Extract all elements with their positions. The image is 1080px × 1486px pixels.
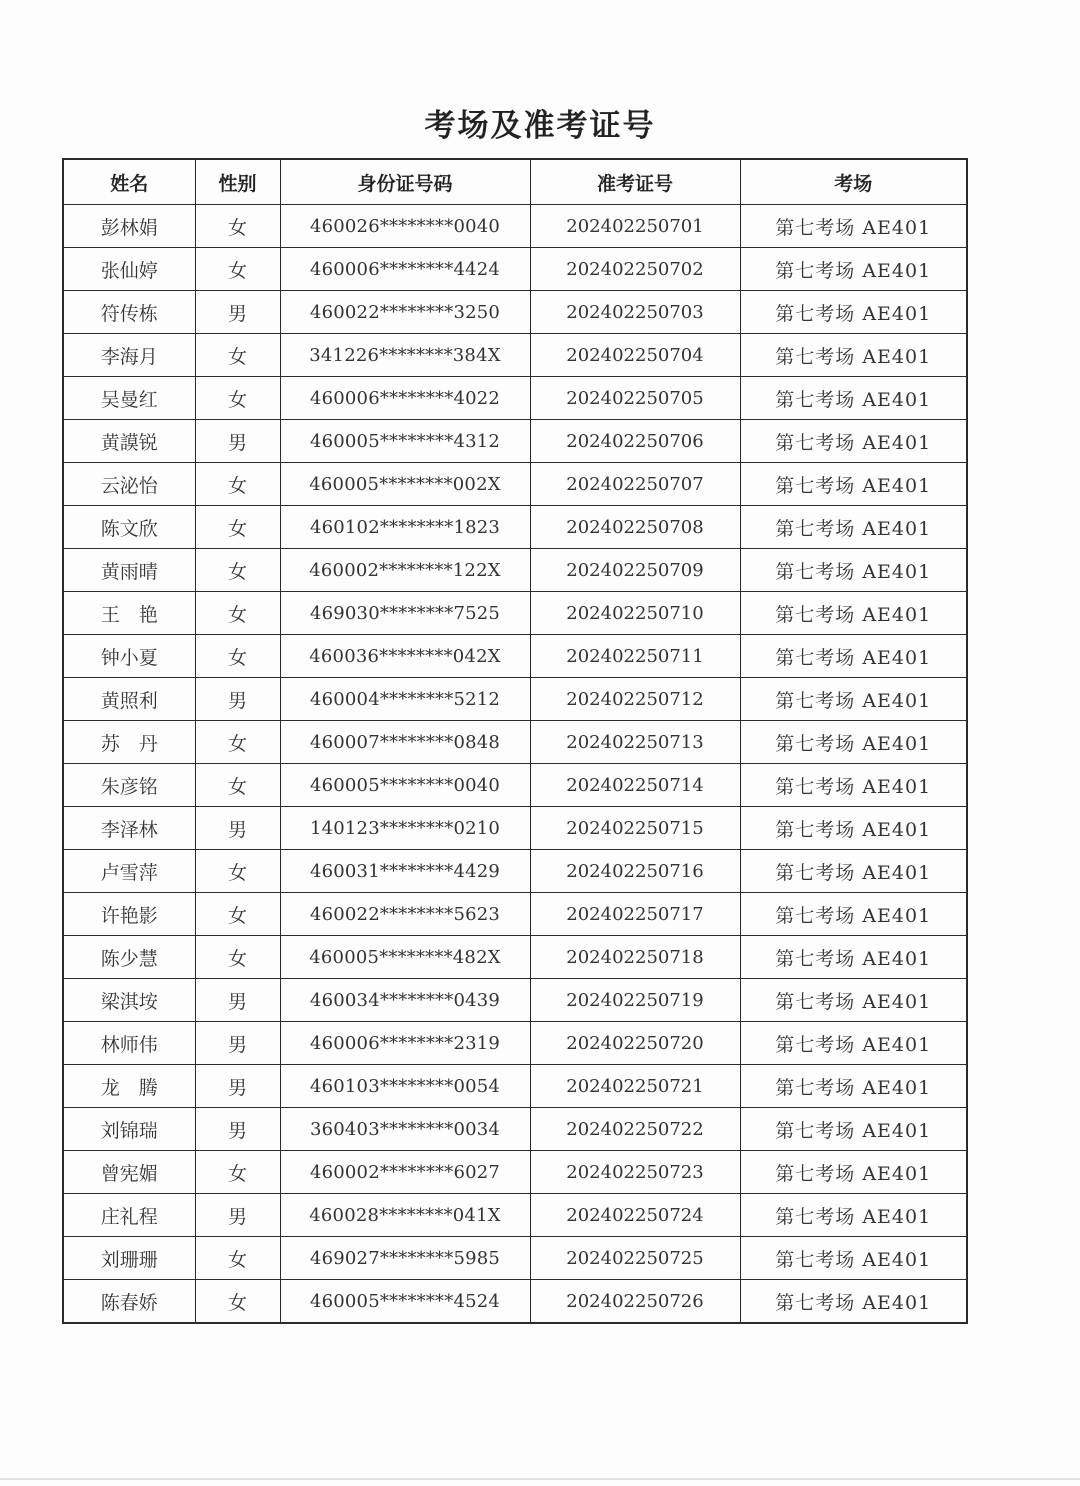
table-row: [63, 248, 967, 291]
cell-name: 黄雨晴: [63, 549, 195, 592]
cell-name: 朱彦铭: [63, 764, 195, 807]
table-row: [63, 506, 967, 549]
cell-gender: 男: [195, 678, 280, 721]
cell-name: 黄謨锐: [63, 420, 195, 463]
cell-gender: 女: [195, 635, 280, 678]
cell-gender: 男: [195, 807, 280, 850]
table-row: [63, 979, 967, 1022]
cell-id: 460036********042X: [280, 635, 530, 678]
table-row: [63, 635, 967, 678]
table-row: [63, 1151, 967, 1194]
cell-room: 第七考场 AE401: [740, 506, 967, 549]
column-header-name: 姓名: [63, 159, 195, 205]
cell-ticket: 202402250701: [530, 205, 740, 248]
cell-id: 460006********2319: [280, 1022, 530, 1065]
cell-gender: 女: [195, 506, 280, 549]
cell-gender: 男: [195, 1065, 280, 1108]
cell-id: 460002********6027: [280, 1151, 530, 1194]
cell-room: 第七考场 AE401: [740, 807, 967, 850]
cell-room: 第七考场 AE401: [740, 549, 967, 592]
table-body: [63, 205, 967, 1324]
cell-gender: 女: [195, 893, 280, 936]
cell-name: 钟小夏: [63, 635, 195, 678]
page-title: 考场及准考证号: [424, 108, 656, 144]
cell-gender: 女: [195, 592, 280, 635]
cell-gender: 男: [195, 291, 280, 334]
cell-room: 第七考场 AE401: [740, 1022, 967, 1065]
cell-id: 469030********7525: [280, 592, 530, 635]
cell-name: 符传栋: [63, 291, 195, 334]
cell-name: 庄礼程: [63, 1194, 195, 1237]
cell-name: 黄照利: [63, 678, 195, 721]
cell-name: 李海月: [63, 334, 195, 377]
cell-ticket: 202402250715: [530, 807, 740, 850]
cell-name: 林师伟: [63, 1022, 195, 1065]
cell-ticket: 202402250702: [530, 248, 740, 291]
cell-name: 刘锦瑞: [63, 1108, 195, 1151]
table-row: [63, 291, 967, 334]
cell-ticket: 202402250708: [530, 506, 740, 549]
table-row: [63, 420, 967, 463]
cell-id: 460102********1823: [280, 506, 530, 549]
cell-id: 341226********384X: [280, 334, 530, 377]
table-row: [63, 1194, 967, 1237]
cell-ticket: 202402250726: [530, 1280, 740, 1324]
cell-ticket: 202402250718: [530, 936, 740, 979]
cell-name: 李泽林: [63, 807, 195, 850]
table-row: [63, 1065, 967, 1108]
cell-ticket: 202402250714: [530, 764, 740, 807]
table-row: [63, 807, 967, 850]
cell-gender: 女: [195, 1280, 280, 1324]
cell-name: 许艳影: [63, 893, 195, 936]
exam-table: [62, 158, 968, 1324]
column-header-exam-room: 考场: [740, 159, 967, 205]
cell-name: 卢雪萍: [63, 850, 195, 893]
cell-room: 第七考场 AE401: [740, 1065, 967, 1108]
cell-gender: 女: [195, 721, 280, 764]
cell-id: 460005********0040: [280, 764, 530, 807]
cell-id: 460005********4312: [280, 420, 530, 463]
cell-room: 第七考场 AE401: [740, 377, 967, 420]
table-row: [63, 678, 967, 721]
cell-room: 第七考场 AE401: [740, 1151, 967, 1194]
cell-room: 第七考场 AE401: [740, 205, 967, 248]
cell-gender: 男: [195, 1108, 280, 1151]
table-row: [63, 1237, 967, 1280]
cell-room: 第七考场 AE401: [740, 248, 967, 291]
column-header-gender: 性别: [195, 159, 280, 205]
scan-edge-line: [0, 1478, 1080, 1480]
cell-ticket: 202402250719: [530, 979, 740, 1022]
cell-gender: 男: [195, 979, 280, 1022]
cell-room: 第七考场 AE401: [740, 463, 967, 506]
cell-id: 460006********4424: [280, 248, 530, 291]
column-header-ticket-number: 准考证号: [530, 159, 740, 205]
cell-id: 460007********0848: [280, 721, 530, 764]
cell-room: 第七考场 AE401: [740, 678, 967, 721]
cell-room: 第七考场 AE401: [740, 936, 967, 979]
column-header-id-number: 身份证号码: [280, 159, 530, 205]
table-row: [63, 592, 967, 635]
table-row: [63, 1280, 967, 1324]
cell-name: 曾宪媚: [63, 1151, 195, 1194]
cell-ticket: 202402250720: [530, 1022, 740, 1065]
cell-gender: 女: [195, 248, 280, 291]
cell-name: 吴曼红: [63, 377, 195, 420]
cell-id: 469027********5985: [280, 1237, 530, 1280]
cell-id: 460034********0439: [280, 979, 530, 1022]
cell-ticket: 202402250704: [530, 334, 740, 377]
cell-ticket: 202402250703: [530, 291, 740, 334]
cell-gender: 男: [195, 1194, 280, 1237]
cell-gender: 女: [195, 334, 280, 377]
cell-ticket: 202402250716: [530, 850, 740, 893]
cell-ticket: 202402250722: [530, 1108, 740, 1151]
cell-room: 第七考场 AE401: [740, 1237, 967, 1280]
cell-name: 刘珊珊: [63, 1237, 195, 1280]
cell-name: 彭林娟: [63, 205, 195, 248]
table-row: [63, 334, 967, 377]
cell-room: 第七考场 AE401: [740, 1194, 967, 1237]
table-header-row: [63, 159, 967, 205]
cell-ticket: 202402250724: [530, 1194, 740, 1237]
cell-ticket: 202402250717: [530, 893, 740, 936]
cell-room: 第七考场 AE401: [740, 592, 967, 635]
cell-id: 460006********4022: [280, 377, 530, 420]
table-row: [63, 205, 967, 248]
cell-gender: 女: [195, 764, 280, 807]
cell-id: 460031********4429: [280, 850, 530, 893]
cell-ticket: 202402250721: [530, 1065, 740, 1108]
cell-ticket: 202402250707: [530, 463, 740, 506]
cell-gender: 女: [195, 377, 280, 420]
cell-name: 龙 腾: [63, 1065, 195, 1108]
cell-gender: 男: [195, 420, 280, 463]
cell-id: 460004********5212: [280, 678, 530, 721]
cell-room: 第七考场 AE401: [740, 291, 967, 334]
cell-gender: 女: [195, 463, 280, 506]
cell-room: 第七考场 AE401: [740, 893, 967, 936]
cell-gender: 女: [195, 549, 280, 592]
cell-ticket: 202402250705: [530, 377, 740, 420]
cell-id: 460005********482X: [280, 936, 530, 979]
cell-gender: 女: [195, 1237, 280, 1280]
table-row: [63, 893, 967, 936]
cell-ticket: 202402250710: [530, 592, 740, 635]
cell-gender: 女: [195, 936, 280, 979]
cell-ticket: 202402250723: [530, 1151, 740, 1194]
cell-name: 苏 丹: [63, 721, 195, 764]
cell-id: 460028********041X: [280, 1194, 530, 1237]
table-row: [63, 463, 967, 506]
cell-gender: 女: [195, 1151, 280, 1194]
cell-ticket: 202402250706: [530, 420, 740, 463]
table-row: [63, 1022, 967, 1065]
table-row: [63, 377, 967, 420]
cell-room: 第七考场 AE401: [740, 1108, 967, 1151]
cell-room: 第七考场 AE401: [740, 420, 967, 463]
cell-name: 梁淇垵: [63, 979, 195, 1022]
cell-name: 陈春娇: [63, 1280, 195, 1324]
cell-room: 第七考场 AE401: [740, 334, 967, 377]
cell-room: 第七考场 AE401: [740, 635, 967, 678]
cell-name: 陈文欣: [63, 506, 195, 549]
table-row: [63, 721, 967, 764]
cell-name: 云泌怡: [63, 463, 195, 506]
cell-ticket: 202402250711: [530, 635, 740, 678]
cell-gender: 女: [195, 850, 280, 893]
cell-id: 460002********122X: [280, 549, 530, 592]
table-row: [63, 764, 967, 807]
cell-id: 460022********3250: [280, 291, 530, 334]
table-row: [63, 936, 967, 979]
table-row: [63, 549, 967, 592]
cell-name: 张仙婷: [63, 248, 195, 291]
table-row: [63, 850, 967, 893]
cell-gender: 女: [195, 205, 280, 248]
cell-ticket: 202402250725: [530, 1237, 740, 1280]
cell-ticket: 202402250709: [530, 549, 740, 592]
cell-name: 王 艳: [63, 592, 195, 635]
cell-id: 460022********5623: [280, 893, 530, 936]
cell-ticket: 202402250713: [530, 721, 740, 764]
cell-id: 460103********0054: [280, 1065, 530, 1108]
cell-room: 第七考场 AE401: [740, 721, 967, 764]
cell-id: 140123********0210: [280, 807, 530, 850]
cell-id: 460005********4524: [280, 1280, 530, 1324]
cell-id: 360403********0034: [280, 1108, 530, 1151]
cell-room: 第七考场 AE401: [740, 1280, 967, 1324]
cell-id: 460005********002X: [280, 463, 530, 506]
cell-id: 460026********0040: [280, 205, 530, 248]
table-row: [63, 1108, 967, 1151]
cell-gender: 男: [195, 1022, 280, 1065]
cell-room: 第七考场 AE401: [740, 979, 967, 1022]
cell-ticket: 202402250712: [530, 678, 740, 721]
cell-name: 陈少慧: [63, 936, 195, 979]
cell-room: 第七考场 AE401: [740, 764, 967, 807]
cell-room: 第七考场 AE401: [740, 850, 967, 893]
